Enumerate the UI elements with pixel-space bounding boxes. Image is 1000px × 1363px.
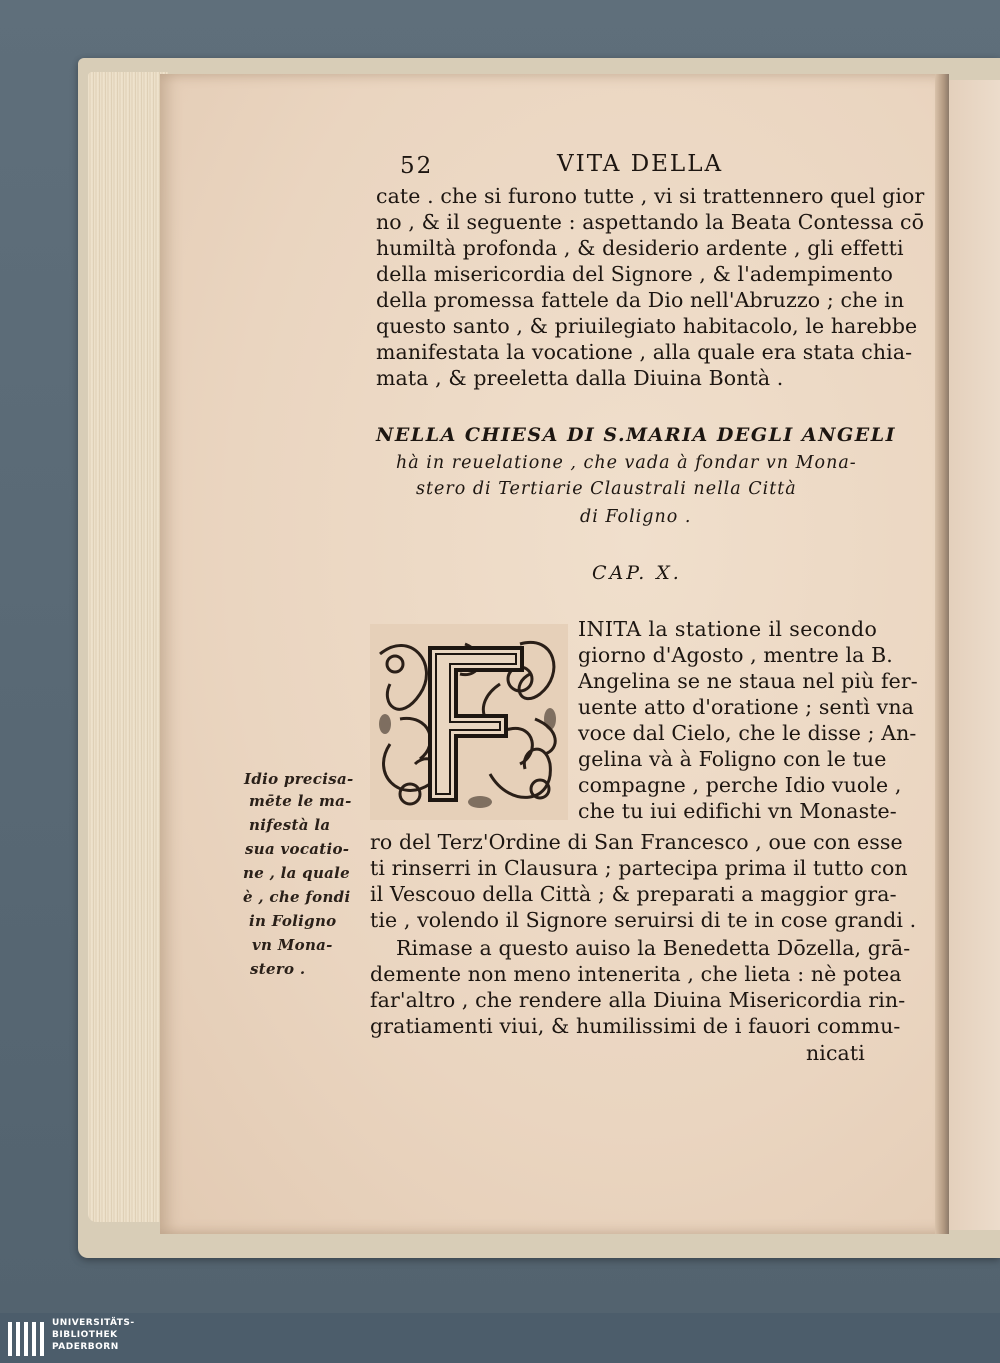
text-line: ro del Terz'Ordine di San Francesco , oue con esse bbox=[370, 830, 903, 854]
library-name-line: UNIVERSITÄTS- bbox=[52, 1318, 135, 1328]
text-line: no , & il seguente : aspettando la Beata Contessa cō bbox=[376, 210, 925, 234]
text-line: il Vescouo della Città ; & preparati a maggior gra- bbox=[370, 882, 897, 906]
library-logo-icon bbox=[4, 1316, 48, 1360]
marginal-note-line: vn Mona- bbox=[252, 936, 333, 954]
marginal-note-line: stero . bbox=[250, 960, 306, 978]
text-line: cate . che si furono tutte , vi si trattennero quel gior bbox=[376, 184, 925, 208]
facing-page-edge bbox=[949, 80, 1000, 1230]
text-line: della promessa fattele da Dio nell'Abruzzo ; che in bbox=[376, 288, 905, 312]
text-line: Rimase a questo auiso la Benedetta Dōzella, grā- bbox=[396, 936, 911, 960]
chapter-subheading: di Foligno . bbox=[580, 507, 692, 527]
page-number: 52 bbox=[400, 153, 434, 179]
text-line: tie , volendo il Signore seruirsi di te in cose grandi . bbox=[370, 908, 917, 932]
marginal-note-line: nifestà la bbox=[249, 816, 331, 834]
text-line: voce dal Cielo, che le disse ; An- bbox=[578, 721, 917, 745]
page-edges bbox=[88, 72, 168, 1222]
decorated-initial bbox=[370, 624, 568, 820]
text-line: della misericordia del Signore , & l'adempimento bbox=[376, 262, 893, 286]
book-gutter bbox=[935, 74, 949, 1234]
marginal-note-line: è , che fondi bbox=[243, 888, 351, 906]
text-line: mata , & preeletta dalla Diuina Bontà . bbox=[376, 366, 784, 390]
text-line: giorno d'Agosto , mentre la B. bbox=[578, 643, 893, 667]
text-line: humiltà profonda , & desiderio ardente , gli effetti bbox=[376, 236, 904, 260]
text-line: gratiamenti viui, & humilissimi de i fauori commu- bbox=[370, 1014, 901, 1038]
text-line: manifestata la vocatione , alla quale era stata chia- bbox=[376, 340, 913, 364]
chapter-number: CAP. X. bbox=[592, 562, 682, 584]
text-line: Angelina se ne staua nel più fer- bbox=[578, 669, 918, 693]
floral-ornament-icon bbox=[370, 624, 568, 820]
marginal-note-line: Idio precisa- bbox=[244, 770, 354, 788]
marginal-note-line: mēte le ma- bbox=[249, 792, 352, 810]
library-name-line: BIBLIOTHEK bbox=[52, 1330, 118, 1340]
marginal-note-line: in Foligno bbox=[249, 912, 337, 930]
text-line: demente non meno intenerita , che lieta : nè potea bbox=[370, 962, 902, 986]
catchword: nicati bbox=[806, 1041, 865, 1065]
marginal-note-line: sua vocatio- bbox=[245, 840, 350, 858]
text-line: far'altro , che rendere alla Diuina Misericordia rin- bbox=[370, 988, 906, 1012]
running-title: VITA DELLA bbox=[557, 151, 724, 177]
marginal-note-line: ne , la quale bbox=[243, 864, 351, 882]
text-line: questo santo , & priuilegiato habitacolo, le harebbe bbox=[376, 314, 918, 338]
text-line: uente atto d'oratione ; sentì vna bbox=[578, 695, 914, 719]
text-line: che tu iui edifichi vn Monaste- bbox=[578, 799, 897, 823]
chapter-subheading: stero di Tertiarie Claustrali nella Città bbox=[416, 479, 797, 499]
text-line: gelina và à Foligno con le tue bbox=[578, 747, 887, 771]
library-name-line: PADERBORN bbox=[52, 1342, 119, 1352]
text-line: ti rinserri in Clausura ; partecipa prima il tutto con bbox=[370, 856, 908, 880]
library-footer bbox=[0, 1313, 1000, 1363]
chapter-heading: NELLA CHIESA DI S.MARIA DEGLI ANGELI bbox=[376, 424, 897, 446]
text-line: INITA la statione il secondo bbox=[578, 617, 878, 641]
text-line: compagne , perche Idio vuole , bbox=[578, 773, 902, 797]
chapter-subheading: hà in reuelatione , che vada à fondar vn Mona- bbox=[396, 453, 857, 473]
